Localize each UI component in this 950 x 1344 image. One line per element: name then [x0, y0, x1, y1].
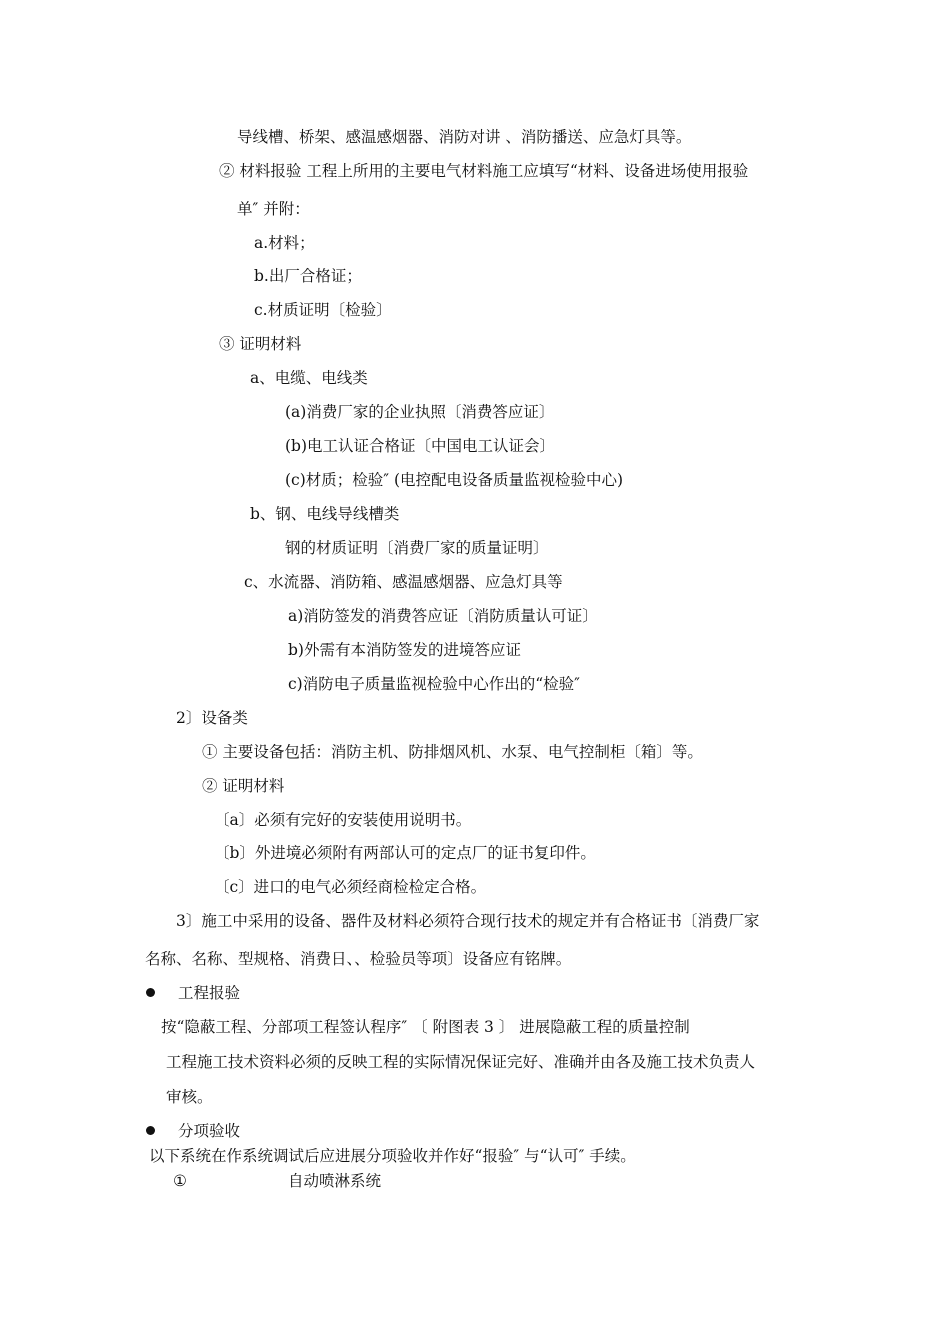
text-line: 3〕施工中采用的设备、器件及材料必须符合现行技术的规定并有合格证书〔消费厂家 [176, 912, 760, 930]
text-line: b、钢、电线导线槽类 [250, 505, 400, 523]
text-line: 审核。 [166, 1088, 213, 1106]
text-line: 〔c〕进口的电气必须经商检检定合格。 [214, 878, 487, 896]
text-line: 名称、名称、型规格、消费日、、检验员等项〕设备应有铭牌。 [145, 950, 572, 968]
text-line: a、电缆、电线类 [250, 369, 368, 387]
text-line: c、水流器、消防箱、感温感烟器、应急灯具等 [244, 573, 563, 591]
text-line: 工程施工技术资料必须的反映工程的实际情况保证完好、准确并由各及施工技术负责人 [166, 1053, 756, 1071]
text-line: 导线槽、桥架、感温感烟器、消防对讲 、消防播送、应急灯具等。 [237, 128, 692, 146]
text-line: ③ 证明材料 [219, 335, 302, 353]
section-heading: 工程报验 [178, 984, 241, 1002]
text-line: a)消防签发的消费答应证〔消防质量认可证〕 [288, 607, 598, 625]
text-line: c.材质证明〔检验〕 [254, 301, 392, 319]
bullet-icon [146, 1126, 155, 1135]
text-line: b.出厂合格证； [254, 267, 362, 285]
text-line: 自动喷淋系统 [288, 1172, 382, 1190]
text-line: 〔b〕外进境必须附有两部认可的定点厂的证书复印件。 [214, 844, 596, 862]
text-line: b)外需有本消防签发的进境答应证 [288, 641, 521, 659]
text-line: ② 证明材料 [202, 777, 285, 795]
text-line: ① 主要设备包括：消防主机、防排烟风机、水泵、电气控制柜〔箱〕等。 [202, 743, 703, 761]
text-line: ② 材料报验 工程上所用的主要电气材料施工应填写“材料、设备进场使用报验 [219, 162, 749, 180]
text-line: (c)材质；检验″ (电控配电设备质量监视检验中心) [285, 471, 624, 489]
text-line: 〔a〕必须有完好的安装使用说明书。 [214, 811, 472, 829]
text-line: (a)消费厂家的企业执照〔消费答应证〕 [285, 403, 555, 421]
section-heading: 分项验收 [178, 1122, 241, 1140]
list-number: ① [173, 1172, 187, 1190]
text-line: 按“隐蔽工程、分部项工程签认程序″ 〔 附图表 3 〕 进展隐蔽工程的质量控制 [161, 1018, 690, 1036]
text-line: (b)电工认证合格证〔中国电工认证会〕 [285, 437, 556, 455]
text-line: 钢的材质证明〔消费厂家的质量证明〕 [285, 539, 549, 557]
bullet-icon [146, 988, 155, 997]
text-line: 以下系统在作系统调试后应进展分项验收并作好“报验″ 与“认可″ 手续。 [149, 1147, 636, 1165]
text-line: a.材料； [254, 234, 315, 252]
text-line: c)消防电子质量监视检验中心作出的“检验″ [288, 675, 580, 693]
text-line: 单″ 并附： [237, 200, 310, 218]
text-line: 2〕设备类 [176, 709, 248, 727]
